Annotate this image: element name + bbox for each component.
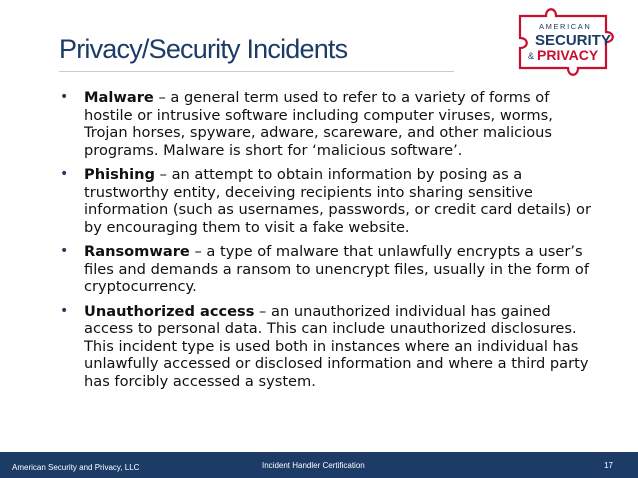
logo-line-american: AMERICAN xyxy=(539,22,592,31)
american-security-privacy-logo xyxy=(514,4,630,80)
bullet-term: Phishing xyxy=(84,166,156,183)
bullet-dot-icon: • xyxy=(60,166,69,182)
logo-line-security: SECURITY xyxy=(535,32,611,49)
bullet-term: Unauthorized access xyxy=(84,302,255,320)
bullet-dot-icon: • xyxy=(60,89,69,105)
title-divider xyxy=(59,71,454,72)
bullet-ransomware xyxy=(60,243,600,296)
bullet-phishing xyxy=(60,166,600,236)
bullet-text: – an unauthorized individual has gained access to personal data. This can include unauthorized disclosures. This incident type is used both in instances where an individual has unlawfully accessed or disclosed information and where a third party has forcibly accessed a system. xyxy=(84,302,589,390)
bullet-text: – an attempt to obtain information by posing as a trustworthy entity, deceiving recipients into sharing sensitive information (such as usernames, passwords, or credit card details) or by encouraging them to visit a fake website. xyxy=(84,166,591,236)
bullet-dot-icon: • xyxy=(60,302,69,319)
footer-page-number: 17 xyxy=(604,461,613,470)
bullet-text: – a type of malware that unlawfully encrypts a user’s files and demands a ransom to unencrypt files, usually in the form of cryptocurrency. xyxy=(84,243,589,295)
bullet-term: Malware xyxy=(84,89,154,106)
bullet-unauthorized-access xyxy=(60,303,600,391)
incident-bullet-list xyxy=(60,89,600,397)
bullet-term: Ransomware xyxy=(84,243,190,260)
slide-title: Privacy/Security Incidents xyxy=(59,34,348,64)
footer-course-name: Incident Handler Certification xyxy=(262,461,365,470)
footer-organization: American Security and Privacy, LLC xyxy=(12,463,140,472)
logo-line-privacy: PRIVACY xyxy=(537,47,599,63)
bullet-dot-icon: • xyxy=(60,243,69,259)
bullet-malware xyxy=(60,89,600,159)
bullet-text: – a general term used to refer to a variety of forms of hostile or intrusive software including computer viruses, worms, Trojan horses, spyware, adware, scareware, and other malicious programs. Malware is short for ‘malicious software’. xyxy=(84,89,553,159)
logo-ampersand: & xyxy=(528,51,535,61)
slide-footer xyxy=(0,452,638,478)
